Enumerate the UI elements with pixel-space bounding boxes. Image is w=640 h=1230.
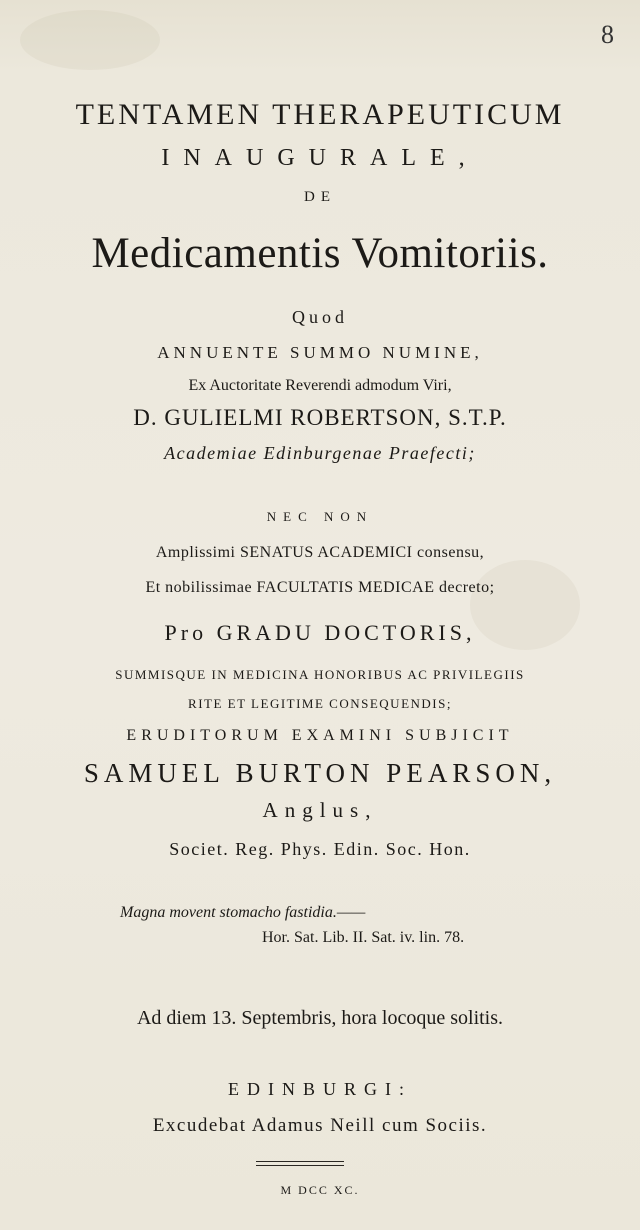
epigraph-source: Hor. Sat. Lib. II. Sat. iv. lin. 78. bbox=[262, 929, 465, 946]
pro-gradu-line: Pro GRADU DOCTORIS, bbox=[164, 620, 476, 645]
annuente-line: ANNUENTE SUMMO NUMINE, bbox=[157, 343, 483, 362]
author-name: SAMUEL BURTON PEARSON, bbox=[83, 758, 557, 788]
society-line: Societ. Reg. Phys. Edin. Soc. Hon. bbox=[169, 839, 471, 859]
paper-stain bbox=[20, 10, 160, 70]
imprint-year: M DCC XC. bbox=[280, 1183, 360, 1197]
rector-name: D. GULIELMI ROBERTSON, S.T.P. bbox=[133, 405, 507, 430]
summisque-line: SUMMISQUE IN MEDICINA HONORIBUS AC PRIVILEGIIS bbox=[115, 667, 525, 682]
academiae-line: Academiae Edinburgenae Praefecti; bbox=[164, 443, 476, 463]
date-line: Ad diem 13. Septembris, hora locoque solitis. bbox=[136, 1007, 504, 1029]
imprint-city: EDINBURGI: bbox=[228, 1079, 412, 1099]
quod-line: Quod bbox=[292, 307, 348, 327]
title-main: TENTAMEN THERAPEUTICUM bbox=[75, 98, 565, 131]
double-rule-bottom bbox=[256, 1165, 344, 1166]
epigraph-quote: Magna movent stomacho fastidia.—— bbox=[120, 904, 366, 921]
facultatis-line: Et nobilissimae FACULTATIS MEDICAE decreto; bbox=[145, 579, 495, 596]
nec-non-line: NEC NON bbox=[266, 509, 374, 524]
double-rule-top bbox=[256, 1161, 344, 1162]
eruditorum-line: ERUDITORUM EXAMINI SUBJICIT bbox=[126, 727, 514, 744]
auctoritate-line: Ex Auctoritate Reverendi admodum Viri, bbox=[188, 377, 452, 394]
anglus-line: Anglus, bbox=[262, 798, 378, 822]
imprint-printer: Excudebat Adamus Neill cum Sociis. bbox=[152, 1115, 488, 1136]
title-subject: Medicamentis Vomitoriis. bbox=[91, 230, 549, 277]
title-inaugurale: INAUGURALE, bbox=[161, 145, 479, 171]
corner-mark: 8 bbox=[601, 20, 614, 49]
senatus-line: Amplissimi SENATUS ACADEMICI consensu, bbox=[155, 544, 485, 561]
rite-line: RITE ET LEGITIME CONSEQUENDIS; bbox=[188, 696, 452, 711]
title-de: DE bbox=[304, 189, 336, 205]
